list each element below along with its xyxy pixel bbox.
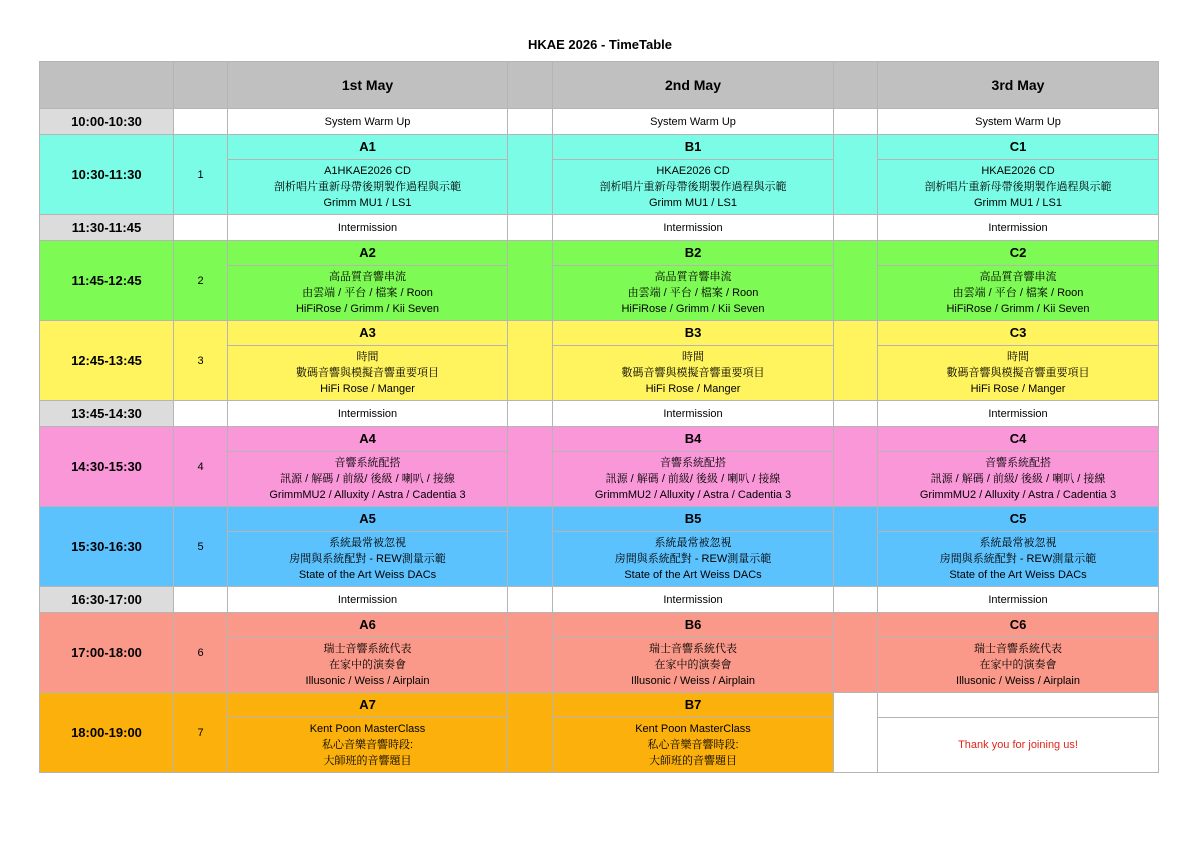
desc-line: 高品質音響串流 bbox=[654, 271, 732, 283]
session-code: C5 bbox=[878, 507, 1159, 532]
desc-line: HiFi Rose / Manger bbox=[320, 383, 415, 395]
desc-line: 大師班的音響題目 bbox=[323, 755, 412, 767]
desc-line: 剖析唱片重新母帶後期製作過程與示範 bbox=[274, 181, 461, 193]
header-corner bbox=[40, 62, 174, 109]
desc-line: 大師班的音響題目 bbox=[649, 755, 737, 767]
session-number: 6 bbox=[174, 613, 228, 693]
desc-line: HiFiRose / Grimm / Kii Seven bbox=[621, 303, 765, 315]
desc-line: 數碼音響與模擬音響重要項目 bbox=[946, 367, 1090, 379]
session-desc bbox=[878, 638, 1159, 693]
desc-line: Illusonic / Weiss / Airplain bbox=[305, 675, 430, 687]
desc-line: 由雲端 / 平台 / 檔案 / Roon bbox=[952, 287, 1084, 299]
session-number: 5 bbox=[174, 507, 228, 587]
header-num bbox=[174, 62, 228, 109]
session-code: B2 bbox=[553, 241, 834, 266]
desc-line: State of the Art Weiss DACs bbox=[949, 569, 1087, 581]
num-cell bbox=[174, 215, 228, 241]
desc-line: 高品質音響串流 bbox=[979, 271, 1057, 283]
session-desc bbox=[228, 160, 508, 215]
desc-line: 訊源 / 解碼 / 前級/ 後級 / 喇叭 / 接線 bbox=[280, 473, 455, 485]
session-code: A1 bbox=[228, 135, 508, 160]
session-code: C3 bbox=[878, 321, 1159, 346]
session-code: B1 bbox=[553, 135, 834, 160]
page-title: HKAE 2026 - TimeTable bbox=[527, 37, 672, 52]
gap-cell bbox=[508, 241, 553, 321]
gap-cell bbox=[834, 241, 878, 321]
desc-line: 私心音樂音響時段: bbox=[321, 739, 414, 751]
session-code: A3 bbox=[228, 321, 508, 346]
session-desc bbox=[878, 718, 1159, 773]
desc-line: 私心音樂音響時段: bbox=[647, 739, 739, 751]
gap-cell bbox=[834, 693, 878, 773]
desc-line: Grimm MU1 / LS1 bbox=[323, 197, 412, 209]
intermission-row bbox=[40, 401, 1159, 427]
session-desc bbox=[553, 452, 834, 507]
session-number: 1 bbox=[174, 135, 228, 215]
desc-line: 剖析唱片重新母帶後期製作過程與示範 bbox=[599, 181, 787, 193]
desc-line: 訊源 / 解碼 / 前級/ 後級 / 喇叭 / 接線 bbox=[605, 473, 781, 485]
desc-line: 瑞士音響系統代表 bbox=[974, 643, 1062, 655]
desc-line: 房間與系統配對 - REW測量示範 bbox=[939, 553, 1097, 565]
gap-cell bbox=[508, 613, 553, 693]
time-cell: 11:45-12:45 bbox=[40, 241, 174, 321]
desc-line: 在家中的演奏會 bbox=[329, 659, 406, 671]
warmup-cell: System Warm Up bbox=[228, 109, 508, 135]
session-desc bbox=[553, 266, 834, 321]
session-code-row bbox=[40, 135, 1159, 160]
session-code: C1 bbox=[878, 135, 1159, 160]
session-desc bbox=[228, 718, 508, 773]
desc-line: 瑞士音響系統代表 bbox=[323, 643, 412, 655]
desc-line: 瑞士音響系統代表 bbox=[649, 643, 737, 655]
header-gap bbox=[508, 62, 553, 109]
gap-cell bbox=[834, 135, 878, 215]
time-cell: 13:45-14:30 bbox=[40, 401, 174, 427]
intermission-cell: Intermission bbox=[553, 587, 834, 613]
session-code: A2 bbox=[228, 241, 508, 266]
time-cell: 11:30-11:45 bbox=[40, 215, 174, 241]
desc-line: 音響系統配搭 bbox=[660, 457, 726, 469]
desc-line: HiFiRose / Grimm / Kii Seven bbox=[295, 303, 440, 315]
session-code: B5 bbox=[553, 507, 834, 532]
desc-line: 音響系統配搭 bbox=[985, 457, 1051, 469]
gap-cell bbox=[834, 427, 878, 507]
session-code-row bbox=[40, 693, 1159, 718]
gap-cell bbox=[834, 587, 878, 613]
session-number: 4 bbox=[174, 427, 228, 507]
session-code: C6 bbox=[878, 613, 1159, 638]
desc-line: 房間與系統配對 - REW測量示範 bbox=[614, 553, 772, 565]
session-code: C2 bbox=[878, 241, 1159, 266]
session-code: B6 bbox=[553, 613, 834, 638]
gap-cell bbox=[508, 109, 553, 135]
desc-line: HKAE2026 CD bbox=[656, 165, 730, 177]
desc-line: 在家中的演奏會 bbox=[979, 659, 1057, 671]
desc-line: HiFi Rose / Manger bbox=[645, 383, 741, 395]
desc-line: 數碼音響與模擬音響重要項目 bbox=[621, 367, 765, 379]
desc-line: Illusonic / Weiss / Airplain bbox=[956, 675, 1080, 687]
session-desc bbox=[228, 452, 508, 507]
desc-line: State of the Art Weiss DACs bbox=[624, 569, 762, 581]
desc-line: GrimmMU2 / Alluxity / Astra / Cadentia 3 bbox=[919, 489, 1117, 501]
intermission-cell: Intermission bbox=[228, 401, 508, 427]
session-number: 7 bbox=[174, 693, 228, 773]
session-code: B3 bbox=[553, 321, 834, 346]
desc-line: 系統最常被忽視 bbox=[979, 537, 1057, 549]
desc-line: 在家中的演奏會 bbox=[654, 659, 732, 671]
desc-line: Kent Poon MasterClass bbox=[635, 723, 751, 735]
desc-line: GrimmMU2 / Alluxity / Astra / Cadentia 3 bbox=[269, 489, 466, 501]
gap-cell bbox=[508, 693, 553, 773]
desc-line: Kent Poon MasterClass bbox=[309, 723, 426, 735]
session-desc bbox=[553, 532, 834, 587]
time-cell: 17:00-18:00 bbox=[40, 613, 174, 693]
desc-line: HKAE2026 CD bbox=[981, 165, 1055, 177]
intermission-cell: Intermission bbox=[228, 215, 508, 241]
intermission-cell: Intermission bbox=[228, 587, 508, 613]
warmup-cell: System Warm Up bbox=[553, 109, 834, 135]
session-code-row bbox=[40, 241, 1159, 266]
session-code-row bbox=[40, 613, 1159, 638]
desc-line: 時間 bbox=[682, 351, 704, 363]
gap-cell bbox=[508, 401, 553, 427]
time-cell: 14:30-15:30 bbox=[40, 427, 174, 507]
time-cell: 16:30-17:00 bbox=[40, 587, 174, 613]
session-code: A5 bbox=[228, 507, 508, 532]
time-cell: 18:00-19:00 bbox=[40, 693, 174, 773]
session-code: A6 bbox=[228, 613, 508, 638]
gap-cell bbox=[508, 135, 553, 215]
session-desc bbox=[878, 452, 1159, 507]
num-cell bbox=[174, 587, 228, 613]
desc-line: HiFiRose / Grimm / Kii Seven bbox=[946, 303, 1090, 315]
session-code: B7 bbox=[553, 693, 834, 718]
desc-line: HiFi Rose / Manger bbox=[970, 383, 1066, 395]
desc-line: A1HKAE2026 CD bbox=[324, 165, 411, 177]
day-header: 3rd May bbox=[878, 62, 1159, 109]
warmup-cell: System Warm Up bbox=[878, 109, 1159, 135]
num-cell bbox=[174, 401, 228, 427]
desc-line: Grimm MU1 / LS1 bbox=[648, 197, 737, 209]
desc-line: Grimm MU1 / LS1 bbox=[973, 197, 1062, 209]
session-desc bbox=[553, 718, 834, 773]
desc-line: Illusonic / Weiss / Airplain bbox=[631, 675, 755, 687]
gap-cell bbox=[834, 321, 878, 401]
day-header: 1st May bbox=[228, 62, 508, 109]
desc-line: 由雲端 / 平台 / 檔案 / Roon bbox=[302, 287, 433, 299]
header-row bbox=[40, 62, 1159, 109]
desc-line: 房間與系統配對 - REW測量示範 bbox=[289, 553, 446, 565]
intermission-row bbox=[40, 587, 1159, 613]
gap-cell bbox=[834, 613, 878, 693]
intermission-row bbox=[40, 215, 1159, 241]
warmup-row bbox=[40, 109, 1159, 135]
session-desc bbox=[878, 532, 1159, 587]
session-desc bbox=[878, 266, 1159, 321]
time-cell: 10:00-10:30 bbox=[40, 109, 174, 135]
session-code bbox=[878, 693, 1159, 718]
gap-cell bbox=[508, 215, 553, 241]
desc-line: 時間 bbox=[1007, 351, 1029, 363]
desc-line: 音響系統配搭 bbox=[334, 457, 401, 469]
time-cell: 15:30-16:30 bbox=[40, 507, 174, 587]
desc-line: GrimmMU2 / Alluxity / Astra / Cadentia 3 bbox=[594, 489, 792, 501]
time-cell: 10:30-11:30 bbox=[40, 135, 174, 215]
session-desc bbox=[878, 160, 1159, 215]
session-desc bbox=[878, 346, 1159, 401]
session-desc bbox=[228, 532, 508, 587]
timetable bbox=[39, 61, 1159, 773]
session-desc bbox=[553, 638, 834, 693]
session-code: B4 bbox=[553, 427, 834, 452]
session-desc bbox=[228, 346, 508, 401]
gap-cell bbox=[834, 401, 878, 427]
intermission-cell: Intermission bbox=[878, 401, 1159, 427]
day-header: 2nd May bbox=[553, 62, 834, 109]
session-desc bbox=[553, 160, 834, 215]
session-code-row bbox=[40, 427, 1159, 452]
desc-line: 訊源 / 解碼 / 前級/ 後級 / 喇叭 / 接線 bbox=[930, 473, 1106, 485]
session-code-row bbox=[40, 507, 1159, 532]
header-gap bbox=[834, 62, 878, 109]
desc-line: 高品質音響串流 bbox=[329, 271, 406, 283]
session-number: 3 bbox=[174, 321, 228, 401]
gap-cell bbox=[508, 587, 553, 613]
gap-cell bbox=[508, 321, 553, 401]
gap-cell bbox=[834, 507, 878, 587]
session-desc bbox=[553, 346, 834, 401]
session-code: C4 bbox=[878, 427, 1159, 452]
intermission-cell: Intermission bbox=[553, 215, 834, 241]
desc-line: 系統最常被忽視 bbox=[654, 537, 732, 549]
intermission-cell: Intermission bbox=[553, 401, 834, 427]
gap-cell bbox=[508, 507, 553, 587]
desc-line: 剖析唱片重新母帶後期製作過程與示範 bbox=[924, 181, 1112, 193]
thank-you-text: Thank you for joining us! bbox=[958, 739, 1078, 751]
desc-line: 數碼音響與模擬音響重要項目 bbox=[296, 367, 439, 379]
gap-cell bbox=[834, 215, 878, 241]
session-desc bbox=[228, 638, 508, 693]
intermission-cell: Intermission bbox=[878, 587, 1159, 613]
gap-cell bbox=[834, 109, 878, 135]
session-desc bbox=[228, 266, 508, 321]
desc-line: 系統最常被忽視 bbox=[329, 537, 406, 549]
time-cell: 12:45-13:45 bbox=[40, 321, 174, 401]
session-number: 2 bbox=[174, 241, 228, 321]
desc-line: 由雲端 / 平台 / 檔案 / Roon bbox=[627, 287, 759, 299]
intermission-cell: Intermission bbox=[878, 215, 1159, 241]
desc-line: 時間 bbox=[356, 351, 379, 363]
desc-line: State of the Art Weiss DACs bbox=[298, 569, 437, 581]
session-code: A7 bbox=[228, 693, 508, 718]
num-cell bbox=[174, 109, 228, 135]
session-code: A4 bbox=[228, 427, 508, 452]
gap-cell bbox=[508, 427, 553, 507]
session-code-row bbox=[40, 321, 1159, 346]
